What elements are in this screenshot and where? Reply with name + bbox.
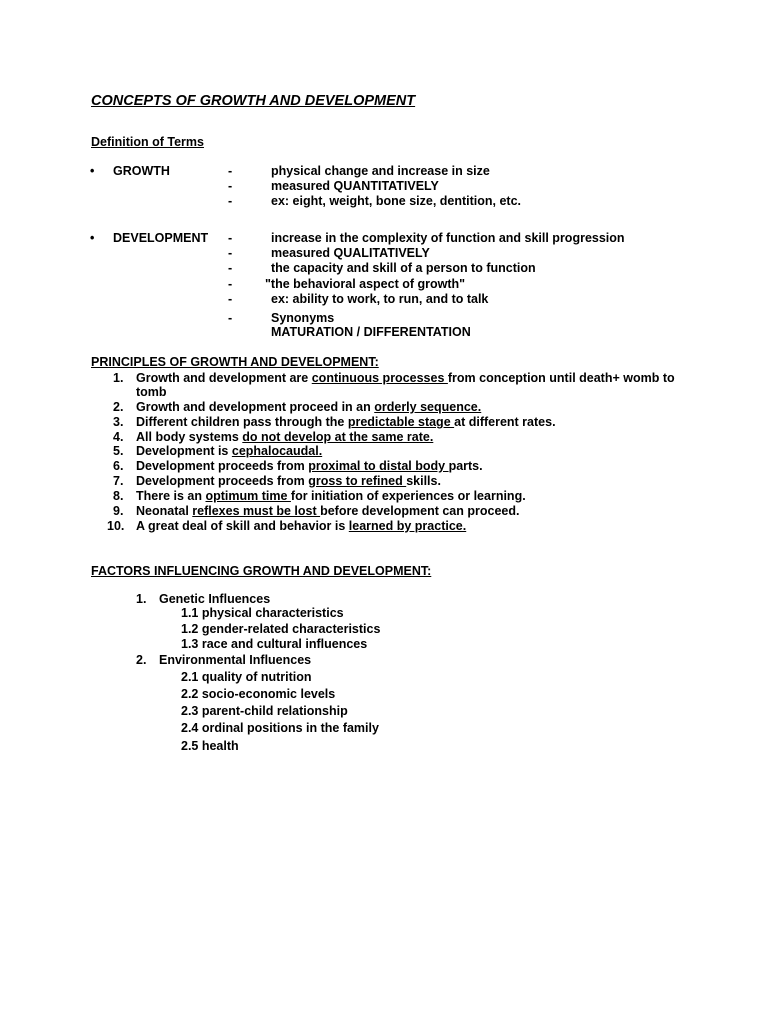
principle-emphasis: proximal to distal body bbox=[308, 459, 449, 473]
list-item bbox=[136, 504, 519, 519]
dash: - bbox=[228, 311, 233, 325]
growth-line: physical change and increase in size bbox=[271, 164, 490, 178]
principle-emphasis: reflexes must be lost bbox=[192, 504, 321, 518]
list-item bbox=[136, 474, 441, 489]
principle-text: from conception until death+ womb to bbox=[447, 371, 675, 385]
list-item bbox=[136, 489, 526, 504]
principle-text: skills. bbox=[406, 474, 441, 488]
list-item bbox=[136, 400, 481, 415]
principle-emphasis: do not develop at the same rate. bbox=[242, 430, 434, 444]
list-item bbox=[136, 444, 322, 459]
principle-emphasis: learned by practice. bbox=[348, 519, 467, 533]
bullet-icon: • bbox=[90, 164, 95, 178]
principle-emphasis: optimum time bbox=[205, 489, 291, 503]
bullet-icon: • bbox=[90, 231, 95, 245]
list-item bbox=[136, 519, 466, 534]
principle-text: Different children pass through the bbox=[136, 415, 348, 429]
development-line: ex: ability to work, to run, and to talk bbox=[271, 292, 489, 306]
list-number: 4. bbox=[113, 430, 124, 444]
dash: - bbox=[228, 194, 233, 208]
principle-text: A great deal of skill and behavior is bbox=[136, 519, 349, 533]
dash: - bbox=[228, 246, 233, 260]
principle-emphasis: orderly sequence. bbox=[374, 400, 482, 414]
list-number: 1. bbox=[136, 592, 147, 606]
list-number: 7. bbox=[113, 474, 124, 488]
factor-subitem: 1.1 physical characteristics bbox=[181, 606, 344, 620]
factor-subitem: 2.1 quality of nutrition bbox=[181, 670, 312, 684]
principle-text: for initiation of experiences or learning. bbox=[290, 489, 526, 503]
principle-text: Growth and development are bbox=[136, 371, 312, 385]
definitions-heading: Definition of Terms bbox=[91, 135, 204, 149]
principle-text: Development proceeds from bbox=[136, 474, 309, 488]
dash: - bbox=[228, 261, 233, 275]
list-item-continuation: tomb bbox=[136, 385, 167, 399]
principle-emphasis: cephalocaudal. bbox=[231, 444, 323, 458]
page-title: CONCEPTS OF GROWTH AND DEVELOPMENT bbox=[91, 93, 416, 109]
list-number: 2. bbox=[113, 400, 124, 414]
principle-text: Development is bbox=[136, 444, 232, 458]
factor-subitem: 2.4 ordinal positions in the family bbox=[181, 721, 379, 735]
development-line: measured QUALITATIVELY bbox=[271, 246, 430, 260]
principle-text: Growth and development proceed in an bbox=[136, 400, 375, 414]
principle-emphasis: predictable stage bbox=[347, 415, 455, 429]
development-line: increase in the complexity of function and skill progression bbox=[271, 231, 625, 245]
factor-subitem: 1.2 gender-related characteristics bbox=[181, 622, 381, 636]
dash: - bbox=[228, 164, 233, 178]
list-number: 6. bbox=[113, 459, 124, 473]
list-item bbox=[136, 459, 483, 474]
dash: - bbox=[228, 231, 233, 245]
principle-text: before development can proceed. bbox=[320, 504, 520, 518]
factor-subitem: 1.3 race and cultural influences bbox=[181, 637, 368, 651]
list-item bbox=[136, 415, 556, 430]
growth-line: ex: eight, weight, bone size, dentition, etc. bbox=[271, 194, 522, 208]
factor-subitem: 2.5 health bbox=[181, 739, 239, 753]
factor-subitem: 2.2 socio-economic levels bbox=[181, 687, 336, 701]
dash: - bbox=[228, 277, 233, 291]
principle-text: Neonatal bbox=[136, 504, 193, 518]
principles-heading: PRINCIPLES OF GROWTH AND DEVELOPMENT: bbox=[91, 355, 379, 369]
principle-text: Development proceeds from bbox=[136, 459, 309, 473]
list-number: 8. bbox=[113, 489, 124, 503]
development-line: the capacity and skill of a person to function bbox=[271, 261, 536, 275]
principle-text: All body systems bbox=[136, 430, 243, 444]
development-synonyms: MATURATION / DIFFERENTATION bbox=[271, 325, 471, 339]
list-number: 3. bbox=[113, 415, 124, 429]
principle-text: parts. bbox=[448, 459, 483, 473]
factor-group-label: Environmental Influences bbox=[159, 653, 312, 667]
list-number: 5. bbox=[113, 444, 124, 458]
factors-heading: FACTORS INFLUENCING GROWTH AND DEVELOPMENT: bbox=[91, 564, 432, 578]
dash: - bbox=[228, 179, 233, 193]
list-number: 9. bbox=[113, 504, 124, 518]
principle-text: at different rates. bbox=[454, 415, 556, 429]
list-item bbox=[136, 371, 675, 386]
dash: - bbox=[228, 292, 233, 306]
principle-emphasis: gross to refined bbox=[308, 474, 407, 488]
development-line: "the behavioral aspect of growth" bbox=[265, 277, 466, 291]
growth-line: measured QUANTITATIVELY bbox=[271, 179, 439, 193]
principle-emphasis: continuous processes bbox=[311, 371, 448, 385]
growth-term: GROWTH bbox=[113, 164, 170, 178]
development-term: DEVELOPMENT bbox=[113, 231, 209, 245]
factor-subitem: 2.3 parent-child relationship bbox=[181, 704, 348, 718]
development-synonyms-label: Synonyms bbox=[271, 311, 335, 325]
list-item bbox=[136, 430, 433, 445]
list-number: 1. bbox=[113, 371, 124, 385]
factor-group-label: Genetic Influences bbox=[159, 592, 271, 606]
list-number: 10. bbox=[107, 519, 125, 533]
principle-text: There is an bbox=[136, 489, 206, 503]
list-number: 2. bbox=[136, 653, 147, 667]
